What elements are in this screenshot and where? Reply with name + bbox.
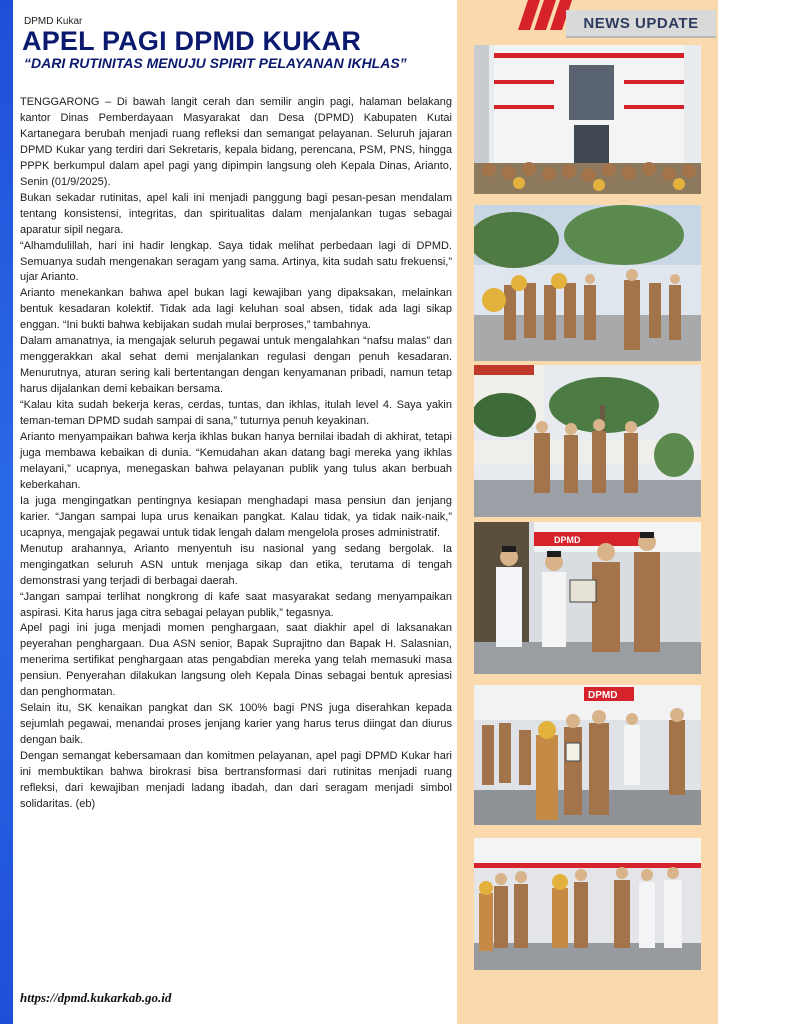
- news-update-badge: NEWS UPDATE: [566, 10, 716, 38]
- page-title: APEL PAGI DPMD KUKAR: [22, 26, 362, 56]
- photo-office-building: [474, 45, 701, 194]
- website-link[interactable]: https://dpmd.kukarkab.go.id: [20, 990, 172, 1005]
- photo-certificate-handover: [474, 522, 701, 674]
- article-body: [20, 95, 452, 813]
- kicker-label: DPMD Kukar: [24, 16, 83, 27]
- photo-group-portrait: [474, 838, 701, 970]
- paragraph: Arianto menyampaikan bahwa kerja ikhlas bukan hanya bernilai ibadah di akhirat, tetapi juga membawa kebaikan di dunia. “Kemudahan akan datang bagi mereka yang ikhlas melayani,” ucapnya, menegaskan bahwa pelayanan publik yang tulus akan berbuah keberkahan.: [20, 431, 452, 491]
- paragraph: Selain itu, SK kenaikan pangkat dan SK 100% bagi PNS juga diserahkan kepada sejumlah pegawai, menandai proses jenjang karier yang harus terus diingat dan diurus dengan baik.: [20, 702, 452, 747]
- left-accent-bar: [0, 0, 13, 1024]
- paragraph: Ia juga mengingatkan pentingnya kesiapan menghadapi masa pensiun dan jenjang karier. “Jangan sampai lupa urus kenaikan pangkat. Kalau tidak, ya tidak naik-naik,” ucapnya, mengajak pegawai untuk tidak lengah dalam mengelola proses administratif.: [20, 494, 452, 539]
- banner-text: DPMD: [588, 690, 618, 701]
- photo-officials-standing: [474, 365, 701, 517]
- photo-assembly-ranks: [474, 205, 701, 361]
- photo-award-ceremony: [474, 685, 701, 825]
- paragraph: “Kalau kita sudah bekerja keras, cerdas, tuntas, dan ikhlas, itulah level 4. Saya yakin teman-teman DPMD sudah sampai di sana,” tuturnya penuh keyakinan.: [20, 399, 452, 428]
- paragraph: TENGGARONG – Di bawah langit cerah dan semilir angin pagi, halaman belakang kantor Dinas Pemberdayaan Masyarakat dan Desa (DPMD) Kabupaten Kutai Kartanegara berubah menjadi ruang refleksi dan semangat pelayanan. Seluruh jajaran DPMD Kukar yang terdiri dari Sekretaris, kepala bidang, perencana, PSM, PNS, hingga PPPK berkumpul dalam apel pagi yang dipimpin langsung oleh Kepala Dinas, Arianto, Senin (01/9/2025).: [20, 96, 452, 188]
- paragraph: Dalam amanatnya, ia mengajak seluruh pegawai untuk mengalahkan “nafsu malas” dan menggerakkan akal sehat demi menjalankan regulasi dengan penuh kesadaran. Menurutnya, aturan sering kali bertentangan dengan kenyamanan pribadi, namun tetap harus dijalankan demi kebaikan bersama.: [20, 335, 452, 396]
- paragraph: “Jangan sampai terlihat nongkrong di kafe saat masyarakat sedang menyampaikan aspirasi. Kita harus jaga citra sebagai pelayan publik,” tegasnya.: [20, 590, 452, 619]
- paragraph: Dengan semangat kebersamaan dan komitmen pelayanan, apel pagi DPMD Kukar hari ini membuktikan bahwa birokrasi bisa bertransformasi dari rutinitas menjadi ruang refleksi, dari kewajiban menjadi ladang ibadah, dan dari seragam menjadi simbol solidaritas. (eb): [20, 750, 452, 810]
- paragraph: Bukan sekadar rutinitas, apel kali ini menjadi panggung bagi pesan-pesan mendalam tentang konsistensi, integritas, dan spiritualitas dalam menjalankan tugas sebagai aparatur sipil negara.: [20, 191, 452, 236]
- paragraph: Apel pagi ini juga menjadi momen penghargaan, saat diakhir apel di laksanakan peyerahan penghargaan. Dua ASN senior, Bapak Suprajitno dan Bapak H. Salasnian, menerima sertifikat penghargaan atas pengabdian mereka yang telah memasuki masa pensiun. Penyerahan dilakukan langsung oleh Kepala Dinas sebagai bentuk apresiasi dan penghormatan.: [20, 622, 452, 699]
- page-subtitle: “DARI RUTINITAS MENUJU SPIRIT PELAYANAN IKHLAS”: [24, 55, 407, 71]
- paragraph: Arianto menekankan bahwa apel bukan lagi kewajiban yang dipaksakan, melainkan bentuk kesadaran kolektif. Tidak ada lagi keluhan soal absen, tidak ada lagi sikap enggan. “Ini bukti bahwa kebijakan sudah mulai berproses,” tambahnya.: [20, 287, 452, 332]
- paragraph: “Alhamdulillah, hari ini hadir lengkap. Saya tidak melihat perbedaan lagi di DPMD. Semuanya sudah mengenakan seragam yang sama. Artinya, kita sudah satu frekuensi,” ujar Arianto.: [20, 239, 452, 284]
- svg-text:DPMD: DPMD: [554, 535, 581, 545]
- paragraph: Menutup arahannya, Arianto menyentuh isu nasional yang sedang bergolak. Ia mengingatkan seluruh ASN untuk menjaga sikap dan etika, terutama di tengah demonstrasi yang terjadi di berbagai daerah.: [20, 542, 452, 587]
